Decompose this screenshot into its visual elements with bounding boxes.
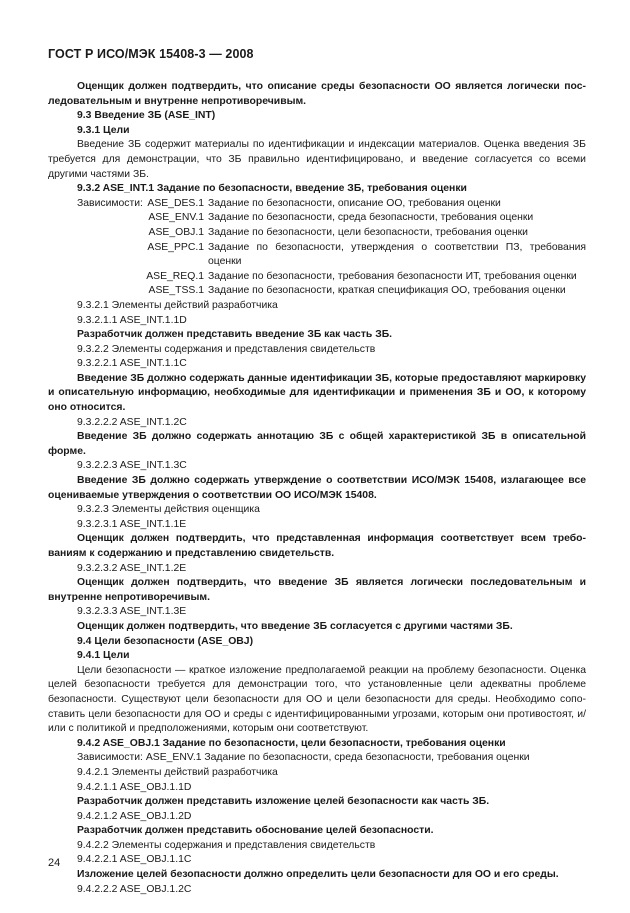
clause-number: 9.3.2.2.2 ASE_INT.1.2C: [77, 416, 187, 428]
clause-number: 9.3.2.1.1 ASE_INT.1.1D: [77, 314, 187, 326]
dependency-row: [48, 197, 586, 212]
requirement-text: Введение ЗБ должно содержать аннотацию ЗБ с общей характеристикой ЗБ в описательной форме.: [48, 431, 586, 457]
requirement-text: Разработчик должен представить введение ЗБ как часть ЗБ.: [77, 329, 393, 341]
subsection-heading: 9.3.2 ASE_INT.1 Задание по безопасности, введение ЗБ, требования оценки: [77, 183, 467, 195]
clause-number: 9.3.2.1 Элементы действий разработчика: [77, 299, 278, 311]
dependency-code: ASE_TSS.1: [148, 285, 204, 297]
page-body: [48, 80, 586, 897]
requirement-text: Введение ЗБ должно содержать данные идентификации ЗБ, которые предоставляют маркировку и описательную информацию, необходимые для идентификации и применения ЗБ и ОО, к которому оно относится.: [48, 372, 586, 414]
dependencies-line: Зависимости: ASE_ENV.1 Задание по безопасности, среда безопасности, требования оценки: [77, 752, 530, 764]
dependencies-list: [48, 197, 586, 299]
requirement-text: Разработчик должен представить обоснование целей безопасности.: [77, 825, 434, 837]
dependency-text: Задание по безопасности, описание ОО, требования оценки: [208, 197, 501, 209]
paragraph: Введение ЗБ содержит материалы по идентификации и индексации материалов. Оценка введения ЗБ требуется для демонстрации, что ЗБ правильно идентифицировано, и введение согласуется со всеми другими частями ЗБ.: [48, 139, 586, 180]
dependency-code: ASE_PPC.1: [147, 241, 204, 253]
dependency-text: Задание по безопасности, требования безопасности ИТ, требования оценки: [208, 270, 577, 282]
dependency-code: ASE_ENV.1: [148, 212, 204, 224]
requirement-text: Оценщик должен подтвердить, что введение ЗБ согласуется с другими частями ЗБ.: [77, 620, 513, 632]
dependency-row: [48, 226, 586, 241]
dependency-code: ASE_OBJ.1: [148, 226, 204, 238]
dependency-code: Зависимости: ASE_DES.1: [48, 197, 208, 212]
clause-number: 9.3.2.2 Элементы содержания и представления свидетельств: [77, 343, 376, 355]
dependencies-label: Зависимости:: [77, 197, 143, 209]
dependency-text: Задание по безопасности, цели безопасности, требования оценки: [208, 226, 528, 238]
dependency-row: [48, 241, 586, 270]
requirement-text: Оценщик должен подтвердить, что введение ЗБ является логически последовательным и внутренне непротиворечивым.: [48, 577, 586, 603]
clause-number: 9.3.2.2.3 ASE_INT.1.3C: [77, 460, 187, 472]
dependency-code: ASE_REQ.1: [146, 270, 204, 282]
clause-number: 9.4.2.1 Элементы действий разработчика: [77, 766, 278, 778]
clause-number: 9.4.2.2.2 ASE_OBJ.1.2C: [77, 883, 192, 895]
section-heading: 9.3 Введение ЗБ (ASE_INT): [77, 110, 216, 122]
clause-number: 9.3.2.3.1 ASE_INT.1.1E: [77, 518, 187, 530]
subsection-heading: 9.3.1 Цели: [77, 124, 130, 136]
clause-number: 9.4.2.1.1 ASE_OBJ.1.1D: [77, 781, 192, 793]
dependency-text: Задание по безопасности, краткая спецификация ОО, требования оценки: [208, 285, 566, 297]
clause-number: 9.4.2.2.1 ASE_OBJ.1.1C: [77, 854, 192, 866]
requirement-text: Разработчик должен представить изложение целей безопасности как часть ЗБ.: [77, 796, 490, 808]
page-number: 24: [48, 857, 61, 869]
paragraph: Оценщик должен подтвердить, что описание среды безопасности ОО является логически последовательным и внутренне непротиворечивым.: [48, 81, 586, 107]
document-header: ГОСТ Р ИСО/МЭК 15408-3 — 2008: [48, 47, 254, 61]
dependency-row: [48, 270, 586, 285]
dependency-row: [48, 211, 586, 226]
paragraph: Цели безопасности — краткое изложение предполагаемой реакции на проблему безопасности. Оценка целей безопасности требуется для демонстрации того, что установленные цели адекватны проблеме безопасности. Существуют цели безопасности для ОО и цели безопасности для среды. Необходимо сопоставить цели безопасности для ОО и среды с идентифицированными угрозами, которым они противостоят, и/или с политикой и предположениями, которым они соответствуют.: [48, 664, 586, 735]
subsection-heading: 9.4.2 ASE_OBJ.1 Задание по безопасности, цели безопасности, требования оценки: [77, 737, 506, 749]
clause-number: 9.3.2.3.3 ASE_INT.1.3E: [77, 606, 187, 618]
clause-number: 9.3.2.2.1 ASE_INT.1.1C: [77, 358, 187, 370]
requirement-text: Введение ЗБ должно содержать утверждение о соответствии ИСО/МЭК 15408, излагающее все оцениваемые утверждения о соответствии ОО ИСО/МЭК 15408.: [48, 475, 586, 501]
clause-number: 9.3.2.3 Элементы действия оценщика: [77, 504, 260, 516]
clause-number: 9.4.2.1.2 ASE_OBJ.1.2D: [77, 810, 192, 822]
requirement-text: Оценщик должен подтвердить, что представленная информация соответствует всем требованиям к содержанию и представлению свидетельств.: [48, 533, 586, 559]
section-heading: 9.4 Цели безопасности (ASE_OBJ): [77, 635, 254, 647]
requirement-text: Изложение целей безопасности должно определить цели безопасности для ОО и его среды.: [77, 869, 559, 881]
clause-number: 9.4.2.2 Элементы содержания и представления свидетельств: [77, 839, 376, 851]
dependency-text: Задание по безопасности, утверждения о соответствии ПЗ, требования оценки: [208, 241, 586, 268]
clause-number: 9.3.2.3.2 ASE_INT.1.2E: [77, 562, 187, 574]
subsection-heading: 9.4.1 Цели: [77, 650, 130, 662]
dependency-row: [48, 284, 586, 299]
dependency-text: Задание по безопасности, среда безопасности, требования оценки: [208, 212, 534, 224]
